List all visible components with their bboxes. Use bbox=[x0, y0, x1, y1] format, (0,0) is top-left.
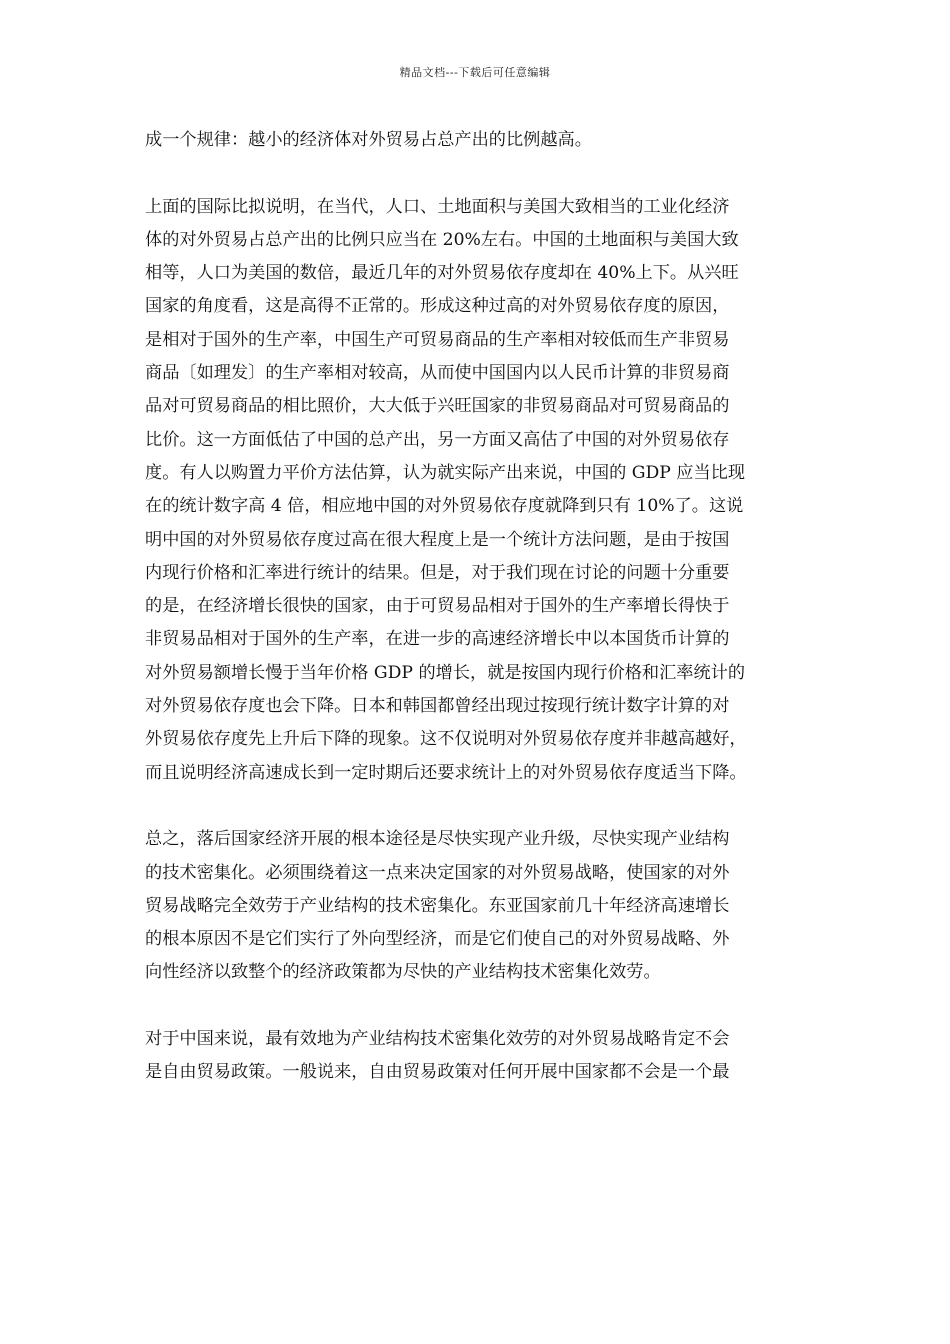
text-line: 国家的角度看，这是高得不正常的。形成这种过高的对外贸易依存度的原因， bbox=[145, 296, 730, 317]
text-line: 外贸易依存度先上升后下降的现象。这不仅说明对外贸易依存度并非越高越好， bbox=[145, 729, 747, 750]
text-line: 非贸易品相对于国外的生产率，在进一步的高速经济增长中以本国货币计算的 bbox=[145, 629, 730, 650]
text-line: 的技术密集化。必须围绕着这一点来决定国家的对外贸易战略，使国家的对外 bbox=[145, 862, 730, 883]
text-line: 总之，落后国家经济开展的根本途径是尽快实现产业升级，尽快实现产业结构 bbox=[145, 829, 730, 850]
text-line: 内现行价格和汇率进行统计的结果。但是，对于我们现在讨论的问题十分重要 bbox=[145, 562, 730, 583]
text-line: 比价。这一方面低估了中国的总产出，另一方面又高估了中国的对外贸易依存 bbox=[145, 429, 730, 450]
text-line: 的是，在经济增长很快的国家，由于可贸易品相对于国外的生产率增长得快于 bbox=[145, 596, 730, 617]
paragraph-2 bbox=[145, 191, 815, 790]
text-line: 而且说明经济高速成长到一定时期后还要求统计上的对外贸易依存度适当下降。 bbox=[145, 762, 747, 783]
text-line: 明中国的对外贸易依存度过高在很大程度上是一个统计方法问题，是由于按国 bbox=[145, 529, 730, 550]
text-line: 贸易战略完全效劳于产业结构的技术密集化。东亚国家前几十年经济高速增长 bbox=[145, 895, 730, 916]
paragraph-1 bbox=[145, 124, 815, 157]
document-body bbox=[145, 124, 815, 1123]
page-header: 精品文档---下载后可任意编辑 bbox=[399, 66, 551, 79]
text-line: 是自由贸易政策。一般说来，自由贸易政策对任何开展中国家都不会是一个最 bbox=[145, 1062, 730, 1083]
text-line: 对外贸易额增长慢于当年价格 GDP 的增长，就是按国内现行价格和汇率统计的 bbox=[145, 662, 746, 683]
text-line: 对外贸易依存度也会下降。日本和韩国都曾经出现过按现行统计数字计算的对 bbox=[145, 696, 730, 717]
text-line: 品对可贸易商品的相比照价，大大低于兴旺国家的非贸易商品对可贸易商品的 bbox=[145, 396, 730, 417]
text-line: 在的统计数字高 4 倍，相应地中国的对外贸易依存度就降到只有 10%了。这说 bbox=[145, 496, 744, 517]
text-line: 的根本原因不是它们实行了外向型经济，而是它们使自己的对外贸易战略、外 bbox=[145, 929, 730, 950]
text-line: 向性经济以致整个的经济政策都为尽快的产业结构技术密集化效劳。 bbox=[145, 962, 661, 983]
text-line: 成一个规律：越小的经济体对外贸易占总产出的比例越高。 bbox=[145, 130, 592, 150]
text-line: 相等，人口为美国的数倍，最近几年的对外贸易依存度却在 40%上下。从兴旺 bbox=[145, 263, 739, 284]
text-line: 体的对外贸易占总产出的比例只应当在 20%左右。中国的土地面积与美国大致 bbox=[145, 229, 739, 250]
text-line: 商品〔如理发〕的生产率相对较高，从而使中国国内以人民币计算的非贸易商 bbox=[145, 363, 730, 384]
text-line: 度。有人以购置力平价方法估算，认为就实际产出来说，中国的 GDP 应当比现 bbox=[145, 462, 746, 483]
paragraph-3 bbox=[145, 823, 815, 989]
text-line: 是相对于国外的生产率，中国生产可贸易商品的生产率相对较低而生产非贸易 bbox=[145, 329, 730, 350]
paragraph-4 bbox=[145, 1023, 815, 1090]
text-line: 上面的国际比拟说明，在当代，人口、土地面积与美国大致相当的工业化经济 bbox=[145, 196, 730, 217]
text-line: 对于中国来说，最有效地为产业结构技术密集化效劳的对外贸易战略肯定不会 bbox=[145, 1029, 730, 1050]
